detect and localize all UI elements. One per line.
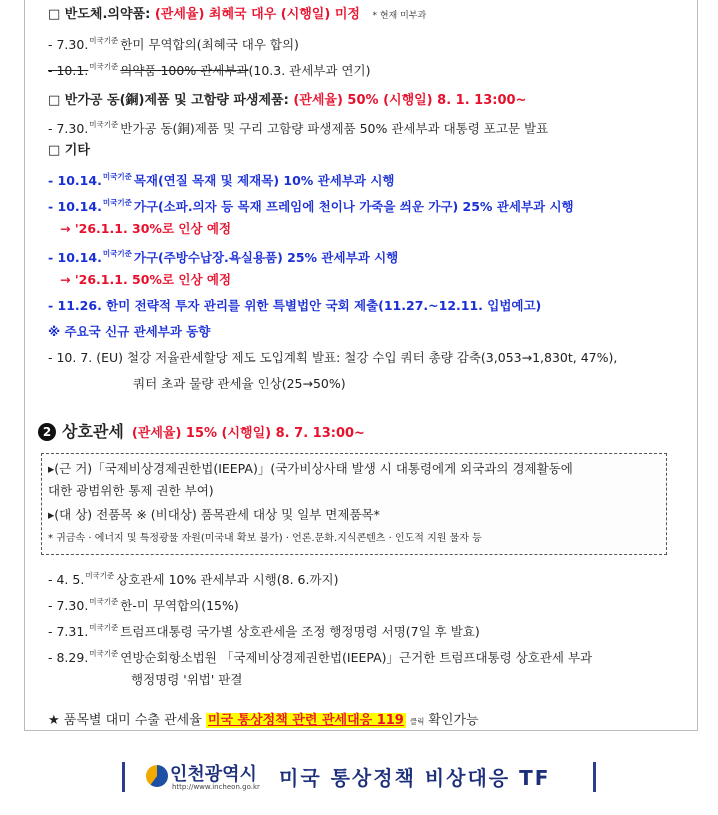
- list-item: - 10.14.$^{미국기준}$ 가구(소파.의자 등 목재 프레임에 천이나 가죽을 씌운 가구) 25% 관세부과 시행: [48, 198, 574, 214]
- copper-tariff-tag: (관세율) 50% (시행일) 8. 1. 13:00~: [293, 93, 527, 108]
- click-badge[interactable]: 클릭: [409, 717, 425, 726]
- list-item: - 4. 5.$^{미국기준}$ 상호관세 10% 관세부과 시행(8. 6.까지): [48, 571, 339, 587]
- org-name: 인천광역시: [170, 764, 257, 785]
- box-footnote: * 귀금속 · 에너지 및 특정광물 자원(미국내 확보 불가) · 언론.문화.지식콘텐츠 · 인도적 지원 물자 등: [48, 533, 482, 544]
- list-item-continuation: 행정명령 '위법' 판결: [131, 672, 243, 687]
- list-item: - 10.14.$^{미국기준}$ 가구(주방수납장.욕실용품) 25% 관세부과 시행: [48, 249, 399, 265]
- list-subitem: → '26.1.1. 30%로 인상 예정: [60, 221, 232, 236]
- etc-heading: □ 기타: [48, 143, 90, 158]
- section-number-badge: 2: [38, 423, 56, 441]
- section-title: 상호관세: [62, 422, 124, 441]
- list-item: - 10.1.$^{미국기준}$ 의약품 100% 관세부과(10.3. 관세부과 연기): [48, 62, 371, 78]
- section-2-heading: [38, 419, 365, 442]
- box-line: 대한 광범위한 통제 권한 부여): [48, 483, 214, 498]
- box-line: ▸(근 거)「국제비상경제권한법(IEEPA)」(국가비상사태 발생 시 대통령에게 외국과의 경제활동에: [48, 461, 573, 476]
- section-tariff-tag: (관세율) 15% (시행일) 8. 7. 13:00~: [131, 426, 365, 441]
- list-subitem: → '26.1.1. 50%로 인상 예정: [60, 272, 232, 287]
- list-item: - 8.29.$^{미국기준}$ 연방순회항소법원 「국제비상경제권한법(IEEPA)」근거한 트럼프대통령 상호관세 부과: [48, 649, 593, 665]
- list-item: - 10. 7. (EU) 철강 저율관세할당 제도 도입계획 발표: 철강 수입 쿼터 총량 감축(3,053→1,830t, 47%),: [48, 350, 618, 365]
- semiconductor-heading: □ 반도체.의약품: (관세율) 최혜국 대우 (시행일) 미정 * 현재 미부과: [48, 7, 427, 22]
- footer-divider-left: [122, 762, 125, 792]
- list-item: - 10.14.$^{미국기준}$ 목재(연질 목재 및 제재목) 10% 관세부과 시행: [48, 172, 395, 188]
- semiconductor-tariff-tag: (관세율) 최혜국 대우 (시행일) 미정: [154, 7, 360, 22]
- footer-divider-right: [593, 762, 596, 792]
- box-line: ▸(대 상) 전품목 ※ (비대상) 품목관세 대상 및 일부 면제품목*: [48, 507, 380, 522]
- semiconductor-note: * 현재 미부과: [372, 11, 427, 21]
- incheon-logo-icon: [146, 765, 168, 787]
- tariff-119-link[interactable]: 미국 통상정책 관련 관세대응 119: [207, 713, 404, 728]
- subsection-heading: ※ 주요국 신규 관세부과 동향: [48, 324, 211, 339]
- copper-heading: □ 반가공 동(銅)제품 및 고함량 파생제품: (관세율) 50% (시행일) 8. 1. 13:00~: [48, 93, 527, 108]
- list-item: - 7.30.$^{미국기준}$ 반가공 동(銅)제품 및 구리 고함량 파생제품 50% 관세부과 대통령 포고문 발표: [48, 120, 549, 136]
- list-item-continuation: 쿼터 초과 물량 관세율 인상(25→50%): [133, 376, 346, 391]
- list-item: - 7.30.$^{미국기준}$ 한미 무역합의(최혜국 대우 합의): [48, 36, 299, 52]
- footer: [0, 758, 718, 798]
- list-item: - 7.31.$^{미국기준}$ 트럼프대통령 국가별 상호관세을 조정 행정명령 서명(7일 후 발효): [48, 623, 480, 639]
- list-item: - 7.30.$^{미국기준}$ 한-미 무역합의(15%): [48, 597, 239, 613]
- tf-title: 미국 통상정책 비상대응 TF: [279, 766, 551, 790]
- list-item: - 11.26. 한미 전략적 투자 관리를 위한 특별법안 국회 제출(11.27.~12.11. 입법예고): [48, 298, 542, 313]
- tariff-lookup-line: ★ 품목별 대미 수출 관세율 미국 통상정책 관련 관세대응 119 클릭 확인가능: [48, 713, 479, 728]
- org-url: http://www.incheon.go.kr: [172, 783, 260, 791]
- basis-box: [41, 453, 667, 555]
